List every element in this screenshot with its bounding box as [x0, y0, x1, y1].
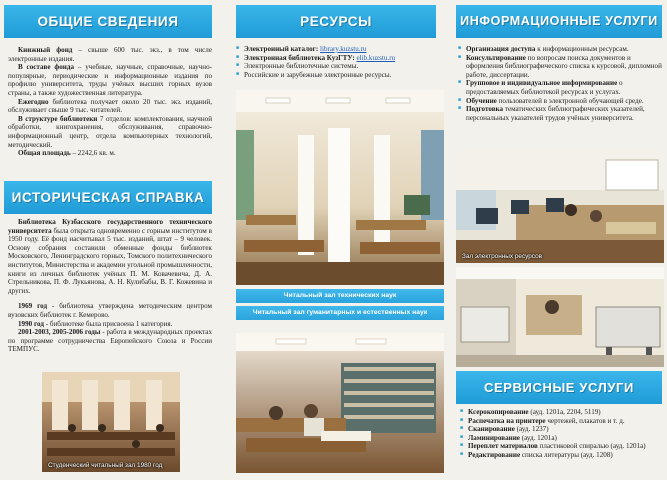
info-item-text: тематических библиографических указателей, персональных указателей трудов учёных университета. [466, 105, 645, 122]
fund-composition-label: В составе фонда [18, 63, 75, 72]
info-item-text: по вопросам поиска документов и оформления библиографического списка к курсовой, дипломной работе, диссертации. [466, 53, 662, 79]
years-2001-text: - работа в международных проектах по программе сотрудничества Европейского Союза и России ТЕМПУС. [8, 328, 213, 354]
info-item-label: Организация доступа [466, 45, 536, 53]
structure-text: 7 отделов: комплектования, научной обработки, книгохранения, обслуживания, справочно-информационный центр, отдела компьютерных технологий, методический. [8, 114, 212, 149]
resource-label: Электронная библиотека КузГТУ: [244, 53, 355, 62]
info-item-label: Групповое и индивидуальное информирование [466, 79, 618, 88]
copy-center-photo [456, 267, 664, 367]
year-1990-text: - библиотеке была присвоена 1 категория. [43, 319, 173, 328]
service-item [460, 408, 664, 417]
technical-reading-hall-photo [236, 90, 444, 285]
service-item-label: Ламинирование [468, 433, 520, 442]
fund-composition-text: – учебные, научные, справочные, научно-популярные, периодические и информационные издания по профилю университета, труды учёных высших горных вузов страны, а также художественная литература. [8, 63, 212, 97]
structure-label: В структуре библиотеки [18, 114, 98, 123]
service-list [460, 408, 664, 460]
resource-item [236, 62, 441, 71]
years-2001-label: 2001-2003, 2005-2006 годы [18, 328, 101, 337]
info-service-item [458, 105, 664, 122]
general-info-banner: ОБЩИЕ СВЕДЕНИЯ [4, 5, 212, 38]
info-item-text: к информационным ресурсам. [535, 45, 629, 53]
info-service-item [458, 97, 664, 106]
service-item [460, 434, 664, 443]
resource-label: Электронный каталог: [244, 45, 319, 53]
service-item-text: пластиковой спиралью (ауд. 1201а) [537, 442, 646, 451]
resource-label: Электронные библиотечные системы. [244, 62, 359, 71]
service-item [460, 417, 664, 426]
resource-item [236, 45, 441, 54]
humanities-hall-caption: Читальный зал гуманитарных и естественных наук [236, 306, 444, 320]
service-item-label: Сканирование [468, 425, 515, 434]
humanities-reading-hall-photo [236, 333, 444, 473]
service-item-text: (ауд. 1201а) [519, 433, 557, 442]
technical-hall-caption: Читальный зал технических наук [236, 289, 444, 303]
info-item-label: Консультирование [466, 53, 526, 62]
resources-banner: РЕСУРСЫ [236, 5, 436, 38]
info-services-list [458, 45, 664, 122]
service-item [460, 451, 664, 460]
history-text [8, 218, 212, 354]
annual-label: Ежегодно [18, 97, 49, 106]
column-info-service [448, 0, 667, 480]
info-service-item [458, 45, 664, 54]
resources-list [236, 45, 441, 79]
service-item-text: чертежей, плакатов и т. д. [545, 416, 625, 425]
book-fund-text: – свыше 600 тыс. экз., в том числе электронные издания. [8, 46, 212, 63]
service-item-label: Распечатка на принтере [468, 416, 546, 425]
service-banner: СЕРВИСНЫЕ УСЛУГИ [456, 371, 662, 404]
year-1969-text: - библиотека утверждена методическим центром вузовских библиотек г. Кемерово. [8, 302, 213, 319]
general-info-text [8, 46, 212, 158]
info-item-label: Подготовка [466, 105, 504, 114]
history-library-text: была открыта одновременно с горным институтом в 1950 году. Её фонд насчитывал 5 тыс. изданий, штат – 9 человек. Основу собрания составили обменные фонды библиотек Московского, Ленинградского горных, Томского политехнического институтов, Министерства и академии угольной промышленности, книги из личных библиотек учёных П. М. Ковачевича, Д. А. Стрельникова, П. Ф. Лукьянова, А. Н. Кулибабы, В. Г. Кожевина и других. [8, 226, 212, 295]
service-item-label: Редактирование [468, 450, 521, 459]
info-item-text: пользователей в электронной обучающей среде. [496, 96, 644, 105]
reading-hall-1980-caption: Студенческий читальный зал 1980 год [48, 462, 163, 469]
electronic-resources-caption: Зал электронных ресурсов [462, 253, 543, 260]
resource-item [236, 54, 441, 63]
book-fund-label: Книжный фонд [18, 46, 73, 54]
history-banner: ИСТОРИЧЕСКАЯ СПРАВКА [4, 181, 212, 214]
service-item-label: Переплет материалов [468, 442, 538, 451]
column-general-history [0, 0, 222, 480]
info-item-text: о предоставляемых библиотекой ресурсах и услугах. [466, 79, 623, 96]
year-1969-label: 1969 год [18, 302, 48, 311]
annual-text: библиотека получает около 20 тыс. экз. изданий, обслуживает свыше 9 тыс. читателей. [8, 97, 212, 115]
resource-item [236, 71, 441, 80]
info-item-label: Обучение [466, 96, 497, 105]
area-text: – 2242,6 кв. м. [70, 149, 116, 158]
info-service-item [458, 54, 664, 80]
catalog-link[interactable]: library.kuzstu.ru [320, 45, 367, 53]
service-item [460, 442, 664, 451]
year-1990-label: 1990 год [18, 319, 44, 328]
elib-link[interactable]: elib.kuzstu.ru [356, 53, 396, 62]
resource-label: Российские и зарубежные электронные ресурсы. [244, 70, 392, 79]
history-library-label: Библиотека Кузбасского государственного технического университета [8, 218, 212, 235]
service-item-text: (ауд. 1237) [514, 425, 549, 434]
column-resources [226, 0, 444, 480]
service-item [460, 425, 664, 434]
info-service-item [458, 79, 664, 96]
info-services-banner: ИНФОРМАЦИОННЫЕ УСЛУГИ [456, 5, 662, 38]
service-item-text: списка литературы (ауд. 1208) [520, 450, 613, 459]
reading-hall-1980-photo [42, 372, 180, 472]
area-label: Общая площадь [18, 149, 71, 158]
service-item-label: Ксерокопирование [468, 408, 529, 416]
service-item-text: (ауд. 1201а, 2204, 5119) [528, 408, 601, 416]
electronic-resources-hall-photo [456, 150, 664, 263]
